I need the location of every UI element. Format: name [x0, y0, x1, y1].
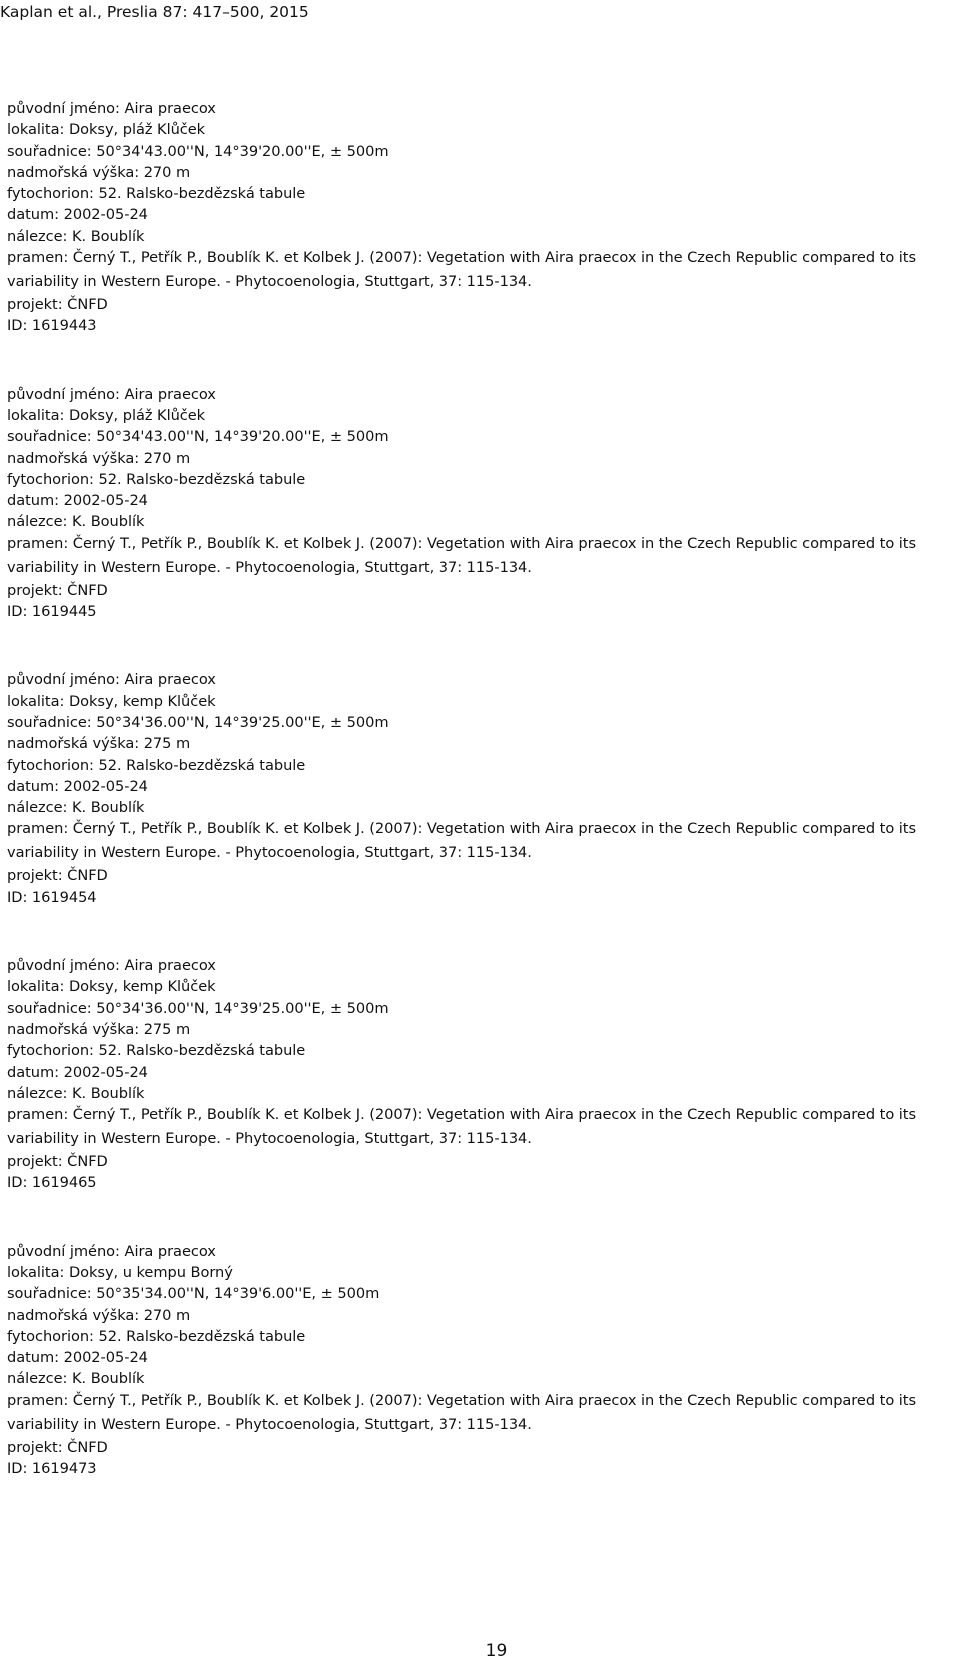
- record-phytochorion: fytochorion: 52. Ralsko-bezdězská tabule: [7, 470, 306, 488]
- record-3: [7, 669, 957, 908]
- running-header: Kaplan et al., Preslia 87: 417–500, 2015: [0, 3, 309, 21]
- record-5: [7, 1241, 957, 1480]
- record-id: ID: 1619465: [7, 1174, 97, 1192]
- record-coordinates: souřadnice: 50°34'36.00''N, 14°39'25.00''E, ± 500m: [7, 713, 389, 731]
- record-altitude: nadmořská výška: 275 m: [7, 1020, 191, 1038]
- record-altitude: nadmořská výška: 270 m: [7, 449, 191, 467]
- record-project: projekt: ČNFD: [7, 1438, 108, 1456]
- record-locality: lokalita: Doksy, u kempu Borný: [7, 1263, 233, 1281]
- record-locality: lokalita: Doksy, pláž Klůček: [7, 121, 206, 139]
- record-id: ID: 1619445: [7, 603, 97, 621]
- record-2: [7, 384, 957, 623]
- record-project: projekt: ČNFD: [7, 867, 108, 885]
- record-source: pramen: Černý T., Petřík P., Boublík K. et Kolbek J. (2007): Vegetation with Aira praecox in the Czech Republic compared to its variability in Western Europe. - Phytocoenologia, Stuttgart, 37: 115-134.: [7, 1391, 917, 1433]
- record-coordinates: souřadnice: 50°34'43.00''N, 14°39'20.00''E, ± 500m: [7, 142, 389, 160]
- record-original-name: původní jméno: Aira praecox: [7, 671, 216, 689]
- record-original-name: původní jméno: Aira praecox: [7, 385, 216, 403]
- record-finder: nálezce: K. Boublík: [7, 1084, 145, 1102]
- record-finder: nálezce: K. Boublík: [7, 799, 145, 817]
- record-source: pramen: Černý T., Petřík P., Boublík K. et Kolbek J. (2007): Vegetation with Aira praecox in the Czech Republic compared to its variability in Western Europe. - Phytocoenologia, Stuttgart, 37: 115-134.: [7, 249, 917, 291]
- record-date: datum: 2002-05-24: [7, 492, 148, 510]
- record-locality: lokalita: Doksy, pláž Klůček: [7, 406, 206, 424]
- record-phytochorion: fytochorion: 52. Ralsko-bezdězská tabule: [7, 1327, 306, 1345]
- record-project: projekt: ČNFD: [7, 1153, 108, 1171]
- record-date: datum: 2002-05-24: [7, 1349, 148, 1367]
- record-date: datum: 2002-05-24: [7, 206, 148, 224]
- record-source: pramen: Černý T., Petřík P., Boublík K. et Kolbek J. (2007): Vegetation with Aira praecox in the Czech Republic compared to its variability in Western Europe. - Phytocoenologia, Stuttgart, 37: 115-134.: [7, 534, 917, 576]
- record-finder: nálezce: K. Boublík: [7, 227, 145, 245]
- record-id: ID: 1619454: [7, 888, 97, 906]
- record-finder: nálezce: K. Boublík: [7, 513, 145, 531]
- record-altitude: nadmořská výška: 270 m: [7, 1306, 191, 1324]
- record-phytochorion: fytochorion: 52. Ralsko-bezdězská tabule: [7, 756, 306, 774]
- record-locality: lokalita: Doksy, kemp Klůček: [7, 978, 216, 996]
- record-id: ID: 1619443: [7, 317, 97, 335]
- record-altitude: nadmořská výška: 270 m: [7, 163, 191, 181]
- record-id: ID: 1619473: [7, 1460, 97, 1478]
- record-locality: lokalita: Doksy, kemp Klůček: [7, 692, 216, 710]
- record-project: projekt: ČNFD: [7, 296, 108, 314]
- record-source: pramen: Černý T., Petřík P., Boublík K. et Kolbek J. (2007): Vegetation with Aira praecox in the Czech Republic compared to its variability in Western Europe. - Phytocoenologia, Stuttgart, 37: 115-134.: [7, 1106, 917, 1148]
- record-date: datum: 2002-05-24: [7, 1063, 148, 1081]
- record-original-name: původní jméno: Aira praecox: [7, 100, 216, 117]
- page-number: 19: [485, 1641, 508, 1661]
- record-phytochorion: fytochorion: 52. Ralsko-bezdězská tabule: [7, 1042, 306, 1060]
- record-phytochorion: fytochorion: 52. Ralsko-bezdězská tabule: [7, 185, 306, 203]
- record-source: pramen: Černý T., Petřík P., Boublík K. et Kolbek J. (2007): Vegetation with Aira praecox in the Czech Republic compared to its variability in Western Europe. - Phytocoenologia, Stuttgart, 37: 115-134.: [7, 820, 917, 862]
- record-1: [7, 98, 957, 337]
- record-original-name: původní jméno: Aira praecox: [7, 1242, 216, 1260]
- record-finder: nálezce: K. Boublík: [7, 1370, 145, 1388]
- record-coordinates: souřadnice: 50°34'36.00''N, 14°39'25.00''E, ± 500m: [7, 999, 389, 1017]
- record-list: [7, 98, 957, 1526]
- record-date: datum: 2002-05-24: [7, 777, 148, 795]
- record-altitude: nadmořská výška: 275 m: [7, 735, 191, 753]
- record-4: [7, 955, 957, 1194]
- record-project: projekt: ČNFD: [7, 581, 108, 599]
- record-coordinates: souřadnice: 50°34'43.00''N, 14°39'20.00''E, ± 500m: [7, 428, 389, 446]
- record-coordinates: souřadnice: 50°35'34.00''N, 14°39'6.00''E, ± 500m: [7, 1285, 380, 1303]
- record-original-name: původní jméno: Aira praecox: [7, 957, 216, 975]
